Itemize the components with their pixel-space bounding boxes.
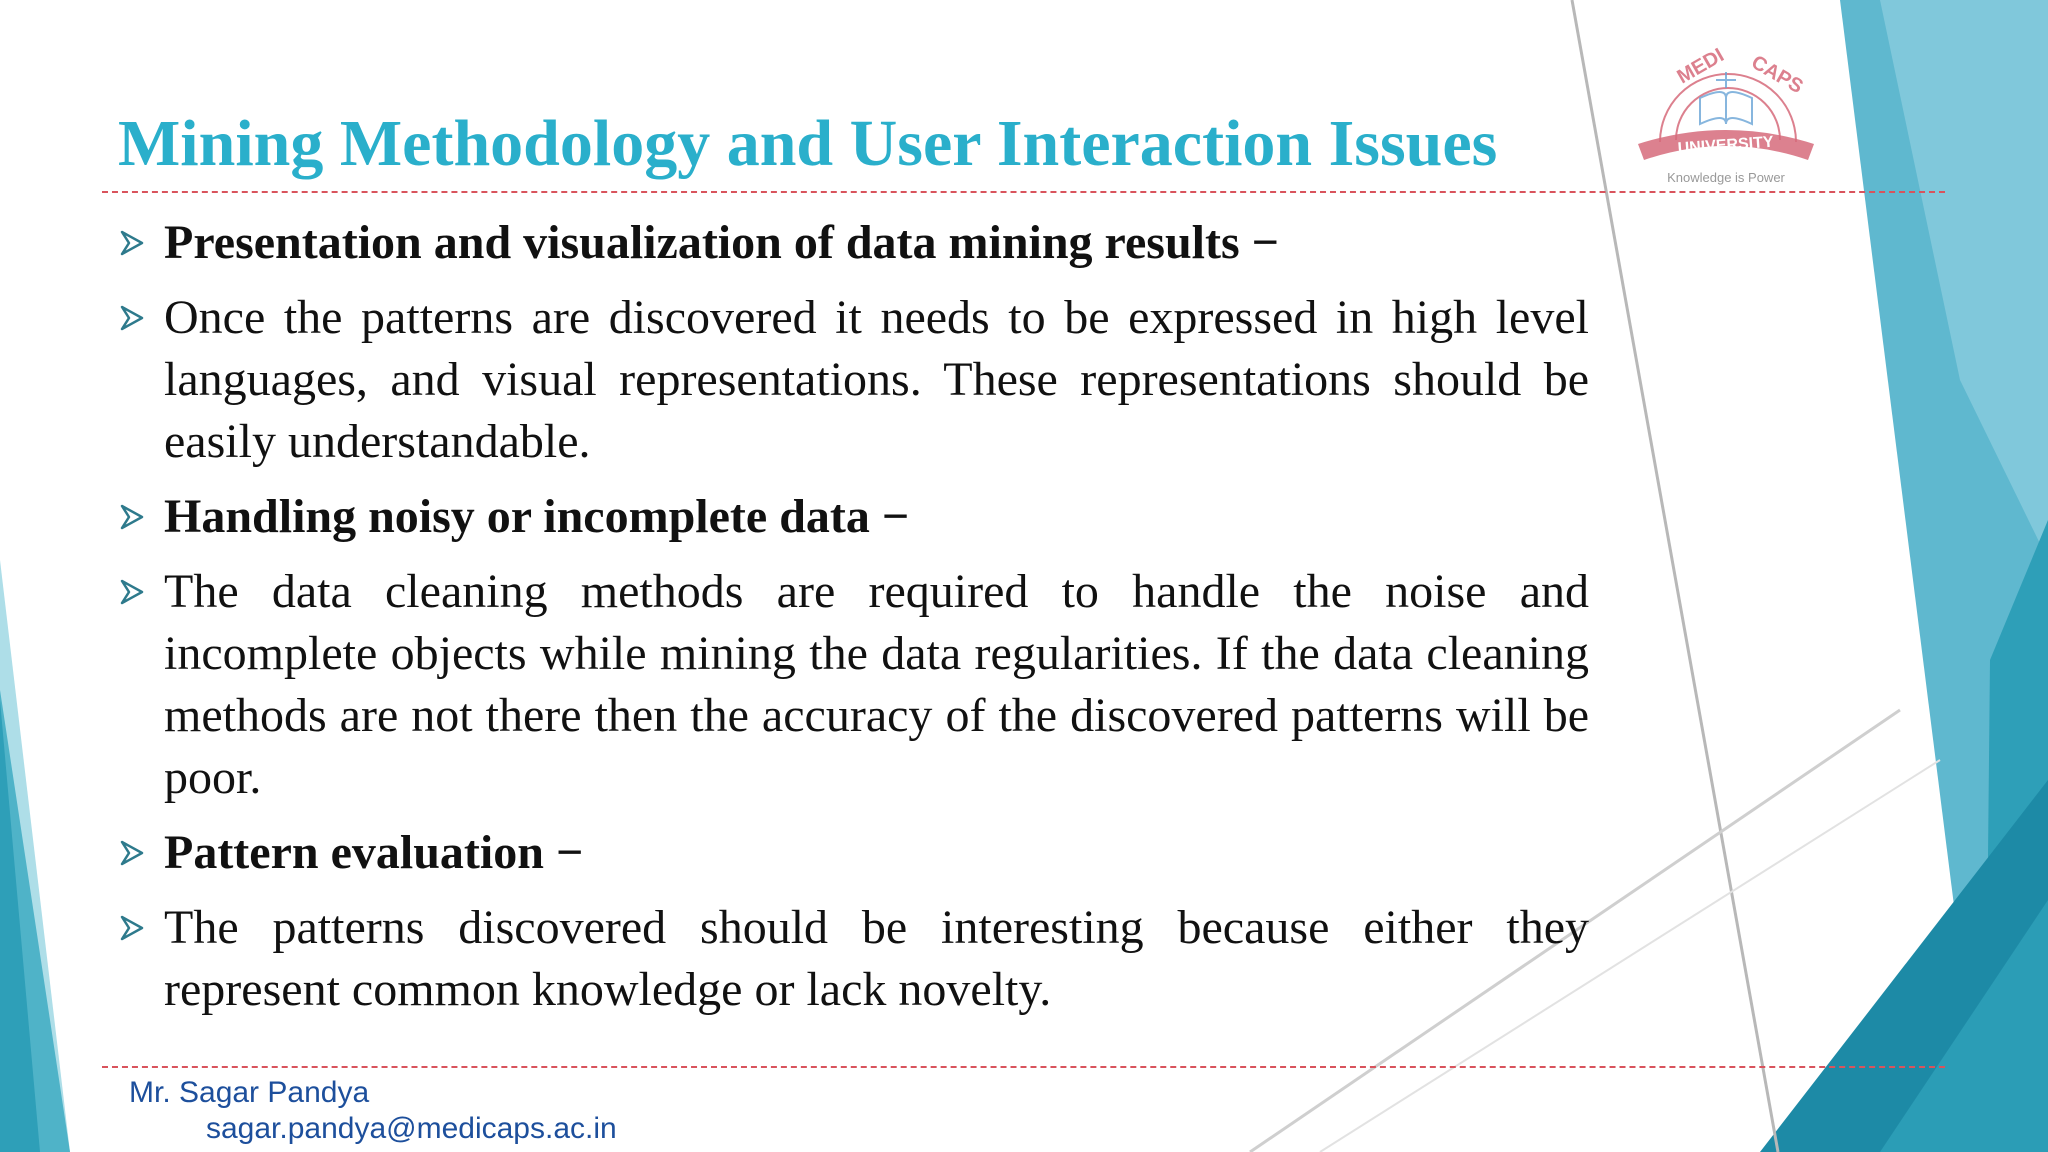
svg-text:UNIVERSITY: UNIVERSITY	[1677, 133, 1775, 158]
svg-text:Knowledge is Power: Knowledge is Power	[1667, 170, 1785, 185]
svg-text:MEDI: MEDI	[1673, 44, 1728, 89]
title-divider	[102, 191, 1945, 193]
bullet-text	[118, 897, 1589, 1021]
bullet-label: The patterns discovered should be interesting because either they represent common knowledge or lack novelty.	[164, 901, 1589, 1016]
footer-author: Mr. Sagar Pandya	[129, 1076, 370, 1109]
footer-divider	[102, 1066, 1945, 1068]
bullet-heading	[118, 822, 1589, 884]
university-logo	[1620, 32, 1832, 192]
bullet-label: Presentation and visualization of data mining results −	[164, 216, 1280, 269]
slide-content	[118, 212, 1589, 1034]
bullet-label: Pattern evaluation −	[164, 826, 584, 879]
chevron-right-arrow-icon	[120, 830, 146, 876]
bullet-heading	[118, 486, 1589, 548]
footer-email: sagar.pandya@medicaps.ac.in	[206, 1112, 617, 1145]
bullet-label: Once the patterns are discovered it needs to be expressed in high level languages, and visual representations. These representations should be easily understandable.	[164, 291, 1589, 468]
slide-title: Mining Methodology and User Interaction Issues	[118, 107, 1498, 180]
bullet-heading	[118, 212, 1589, 274]
svg-text:CAPS: CAPS	[1747, 51, 1807, 99]
chevron-right-arrow-icon	[120, 494, 146, 540]
bullet-text	[118, 287, 1589, 473]
bullet-label: The data cleaning methods are required to handle the noise and incomplete objects while mining the data regularities. If the data cleaning methods are not there then the accuracy of the discovered patterns will be poor.	[164, 565, 1589, 804]
chevron-right-arrow-icon	[120, 295, 146, 341]
bullet-label: Handling noisy or incomplete data −	[164, 490, 910, 543]
chevron-right-arrow-icon	[120, 905, 146, 951]
chevron-right-arrow-icon	[120, 569, 146, 615]
chevron-right-arrow-icon	[120, 220, 146, 266]
bullet-text	[118, 561, 1589, 809]
